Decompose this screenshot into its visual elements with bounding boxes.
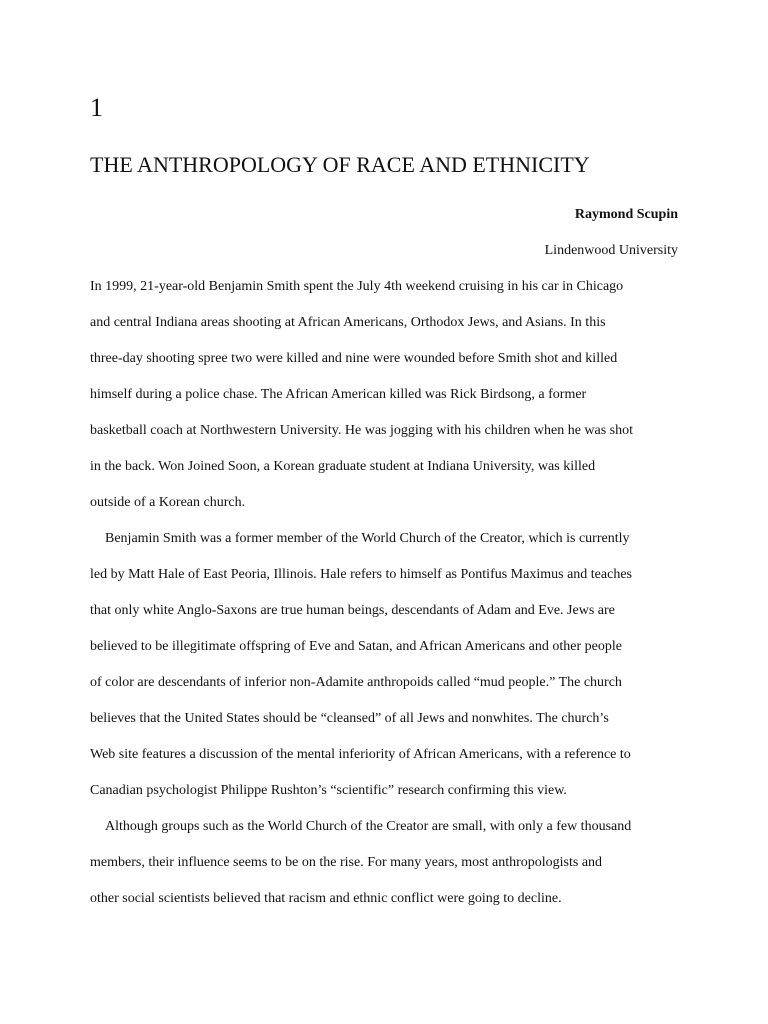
paragraph-line: Benjamin Smith was a former member of the World Church of the Creator, which is currently (105, 531, 630, 546)
paragraph-line: other social scientists believed that racism and ethnic conflict were going to decline. (90, 891, 562, 906)
paragraph-line: of color are descendants of inferior non-Adamite anthropoids called “mud people.” The church (90, 675, 622, 690)
paragraph-line: three-day shooting spree two were killed and nine were wounded before Smith shot and killed (90, 351, 618, 366)
body-text (90, 276, 690, 924)
paragraph-line: Web site features a discussion of the mental inferiority of African Americans, with a reference to (90, 747, 631, 762)
paragraph-line: In 1999, 21-year-old Benjamin Smith spent the July 4th weekend cruising in his car in Chicago (90, 279, 624, 294)
paragraph-line: led by Matt Hale of East Peoria, Illinois. Hale refers to himself as Pontifus Maximus and teaches (90, 567, 632, 582)
paragraph-line: and central Indiana areas shooting at African Americans, Orthodox Jews, and Asians. In this (90, 315, 606, 330)
paragraph-line: outside of a Korean church. (90, 495, 246, 510)
paragraph-line: Canadian psychologist Philippe Rushton’s “scientific” research confirming this view. (90, 783, 567, 798)
paragraph-line: basketball coach at Northwestern University. He was jogging with his children when he was shot (90, 423, 634, 438)
author-affiliation: Lindenwood University (544, 243, 678, 258)
paragraph-line: believes that the United States should be “cleansed” of all Jews and nonwhites. The church’s (90, 711, 609, 726)
paragraph-line: Although groups such as the World Church of the Creator are small, with only a few thousand (105, 819, 632, 834)
paragraph-line: believed to be illegitimate offspring of Eve and Satan, and African Americans and other people (90, 639, 622, 654)
paragraph-line: that only white Anglo-Saxons are true human beings, descendants of Adam and Eve. Jews are (90, 603, 615, 618)
paragraph-line: members, their influence seems to be on the rise. For many years, most anthropologists and (90, 855, 603, 870)
chapter-title: THE ANTHROPOLOGY OF RACE AND ETHNICITY (90, 152, 590, 177)
chapter-number: 1 (90, 93, 103, 122)
paragraph-line: himself during a police chase. The African American killed was Rick Birdsong, a former (90, 387, 587, 402)
author-name: Raymond Scupin (574, 207, 678, 222)
paragraph-line: in the back. Won Joined Soon, a Korean graduate student at Indiana University, was killed (90, 459, 596, 474)
